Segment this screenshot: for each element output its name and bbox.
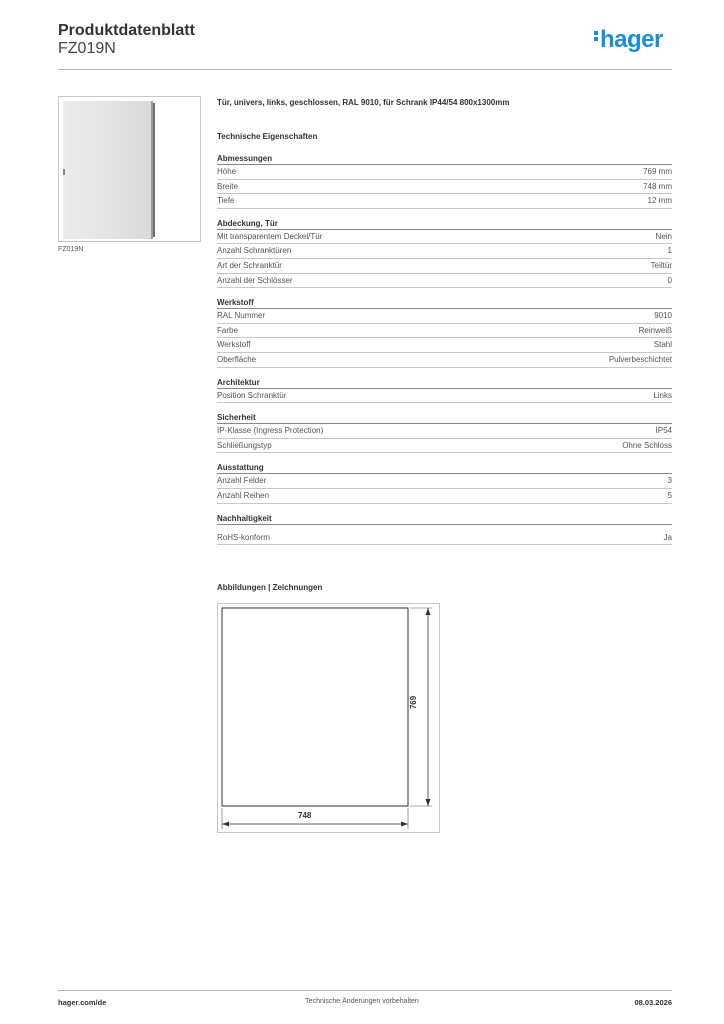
door-edge (153, 103, 155, 237)
width-arrow-right (401, 822, 408, 827)
spec-value: Links (653, 390, 672, 400)
spec-label: Oberfläche (217, 354, 257, 364)
spec-row (217, 324, 672, 339)
section-title: Abmessungen (217, 153, 672, 165)
spec-row (217, 165, 672, 180)
door-outline (222, 608, 408, 806)
spec-section (217, 462, 672, 503)
spec-row (217, 338, 672, 353)
image-caption: FZ019N (58, 246, 84, 253)
spec-value: IP54 (655, 426, 672, 436)
drawings-heading: Abbildungen | Zeichnungen (217, 583, 323, 592)
spec-section (217, 218, 672, 288)
spec-section (217, 297, 672, 367)
spec-value: 3 (667, 476, 672, 486)
spec-value: 5 (667, 490, 672, 500)
spec-label: Anzahl Schranktüren (217, 246, 292, 256)
spec-label: Werkstoff (217, 340, 251, 350)
spec-value: 1 (667, 246, 672, 256)
footer-divider (58, 990, 672, 991)
width-arrow-left (222, 822, 229, 827)
spec-label: RoHS-konform (217, 532, 270, 542)
height-arrow-bottom (426, 799, 431, 806)
spec-value: 12 mm (647, 196, 672, 206)
spec-row (217, 439, 672, 454)
section-title: Abdeckung, Tür (217, 218, 672, 230)
spec-label: Anzahl der Schlösser (217, 275, 293, 285)
spec-row (217, 353, 672, 368)
spec-value: Reinweiß (638, 325, 672, 335)
product-code: FZ019N (58, 40, 116, 57)
technical-properties-heading: Technische Eigenschaften (217, 132, 318, 141)
spec-content (217, 96, 672, 545)
spec-row (217, 489, 672, 504)
spec-row (217, 309, 672, 324)
spec-label: Höhe (217, 167, 237, 176)
spec-row (217, 244, 672, 259)
spec-value: Nein (655, 231, 672, 241)
spec-value: Pulverbeschichtet (608, 354, 672, 364)
dimension-drawing-svg (218, 604, 441, 834)
document-title: Produktdatenblatt (58, 22, 195, 39)
door-panel-picture (63, 101, 153, 239)
spec-value: 748 mm (643, 181, 672, 191)
spec-label: RAL Nummer (217, 311, 266, 321)
spec-row (217, 389, 672, 404)
spec-value: 0 (667, 275, 672, 285)
logo-colon-icon (594, 29, 598, 43)
footer-date: 08.03.2026 (634, 998, 672, 1007)
spec-row (217, 531, 672, 546)
section-title: Werkstoff (217, 297, 672, 309)
spec-value: Ja (663, 532, 672, 542)
section-title: Architektur (217, 377, 672, 389)
footer-website-link[interactable]: hager.com/de (58, 998, 107, 1007)
spec-value: 9010 (654, 311, 672, 321)
spec-section (217, 412, 672, 453)
spec-sections (217, 153, 672, 545)
header-divider (58, 69, 672, 70)
width-dimension-label: 748 (298, 811, 312, 820)
spec-label: Farbe (217, 325, 238, 335)
product-image (58, 96, 201, 242)
height-dimension-label: 769 (409, 695, 419, 710)
spec-value: Ohne Schloss (622, 440, 672, 450)
section-title: Ausstattung (217, 462, 672, 474)
dimension-drawing (217, 603, 440, 833)
spec-label: Mit transparentem Deckel/Tür (217, 231, 323, 241)
spec-value: 769 mm (643, 167, 672, 176)
spec-label: Position Schranktür (217, 390, 287, 400)
spec-label: Tiefe (217, 196, 235, 206)
product-description: Tür, univers, links, geschlossen, RAL 9010, für Schrank IP44/54 800x1300mm (217, 98, 510, 107)
spec-label: Art der Schranktür (217, 260, 282, 270)
spec-row (217, 230, 672, 245)
spec-row (217, 474, 672, 489)
spec-row (217, 424, 672, 439)
spec-label: Anzahl Felder (217, 476, 267, 486)
logo-text: hager (600, 26, 663, 53)
spec-row (217, 259, 672, 274)
height-arrow-top (426, 608, 431, 615)
spec-section (217, 153, 672, 209)
door-hinge (63, 169, 65, 175)
spec-row (217, 180, 672, 195)
spec-section (217, 513, 672, 546)
footer-notice: Technische Änderungen vorbehalten (305, 998, 419, 1005)
hager-logo[interactable] (594, 26, 663, 56)
section-title: Sicherheit (217, 412, 672, 424)
spec-value: Stahl (653, 340, 672, 350)
section-title: Nachhaltigkeit (217, 513, 672, 525)
spec-label: Anzahl Reihen (217, 490, 270, 500)
spec-label: Schließungstyp (217, 440, 272, 450)
spec-row (217, 194, 672, 209)
spec-section (217, 377, 672, 404)
spec-label: IP-Klasse (Ingress Protection) (217, 426, 324, 436)
spec-label: Breite (217, 181, 238, 191)
spec-row (217, 274, 672, 289)
spec-value: Teiltür (650, 260, 672, 270)
